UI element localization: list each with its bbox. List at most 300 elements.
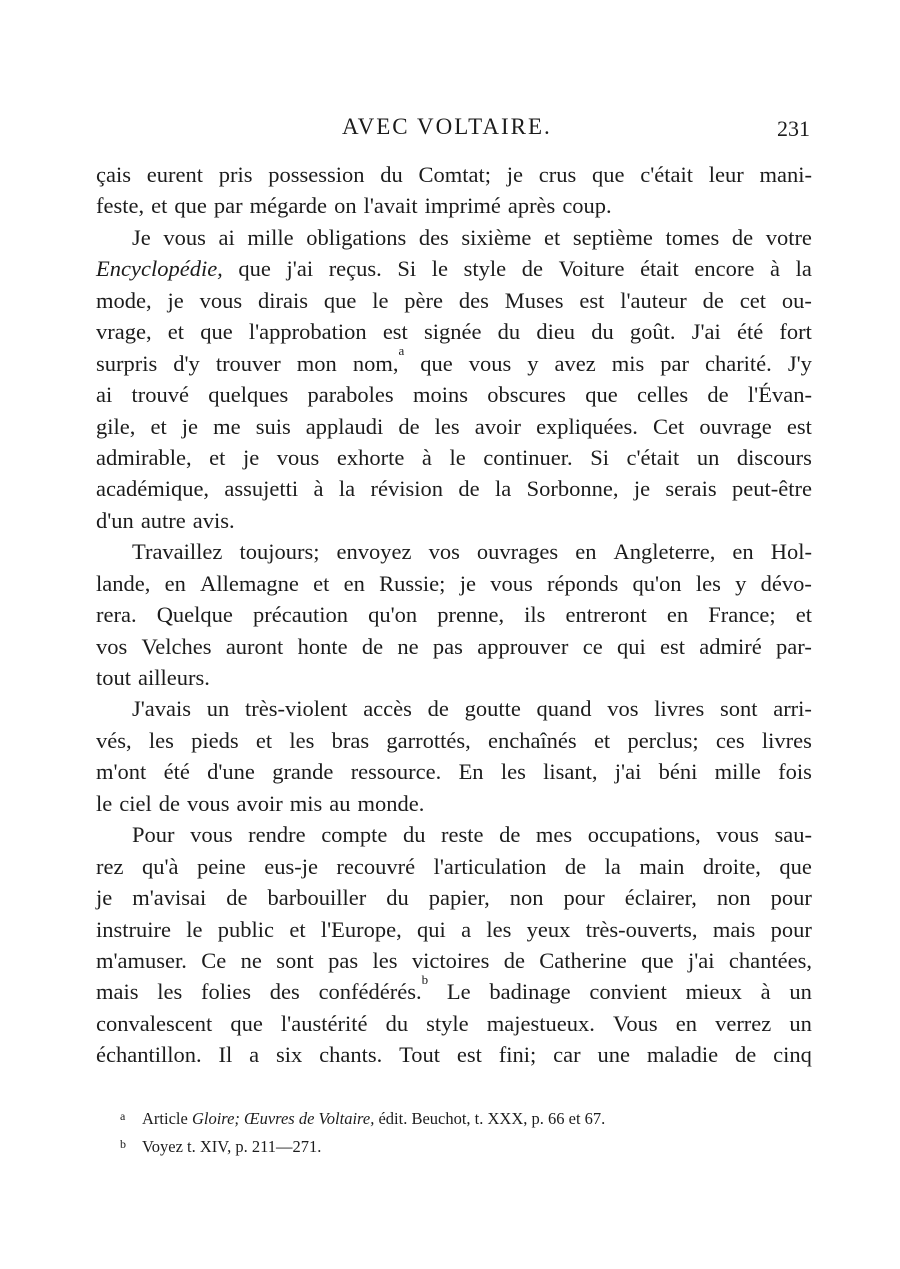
word: et [167,319,185,345]
word: Si [590,444,609,470]
word: les [148,727,174,753]
word: mais [712,916,756,942]
word: recouvré [336,853,416,879]
word-with-reference [352,343,405,379]
word: du [385,1010,409,1036]
word: signée [423,319,482,345]
word: ai [218,224,235,250]
word: folies [201,979,252,1005]
word: papier, [428,885,490,911]
word: la [338,476,356,502]
word: rendre [248,822,306,848]
word: de [731,224,754,250]
word: rera. [96,602,137,628]
word: les [500,759,526,785]
word: du [380,162,403,187]
word: me [213,413,241,439]
word: leur [708,162,744,187]
word: un [696,444,720,470]
word: qui [417,916,446,942]
word: je [181,413,199,439]
word: Cet [652,413,685,439]
word: ce [582,633,603,659]
running-head [0,114,900,144]
text-line [96,190,812,221]
word: au [329,790,351,816]
word: et [151,193,168,219]
word: très-violent [244,696,348,722]
text-line [96,882,812,913]
word: France; [708,602,776,628]
word: vrage, [96,319,152,345]
word: du [402,822,426,848]
word: dirais [257,287,308,313]
word: chants. [319,1042,383,1068]
word: non [509,885,544,911]
word: une [597,1042,630,1068]
word: feste, [96,193,145,219]
word: occupations, [587,822,701,848]
word: révision [370,476,443,502]
word: bras [331,727,370,753]
footnote-italic: Œuvres de Voltaire, [244,1109,375,1128]
word: de [707,382,729,408]
word: entreront [565,602,647,628]
word: Angleterre, [613,539,716,565]
word: vous [276,444,320,470]
paragraph-1 [96,159,812,222]
word: en [575,539,597,565]
word: convalescent [96,1010,213,1036]
word: ou- [781,287,812,313]
text-line [96,379,812,410]
word: peine [196,853,246,879]
word: mieux [685,979,742,1005]
word: je [96,885,113,911]
footnote-ref-b: b [421,971,429,987]
word: accès [363,696,412,722]
word: sont [276,947,314,973]
word: un [789,1010,812,1036]
word: vous [186,790,230,816]
word: mes [535,822,573,848]
word: compte [321,822,388,848]
word: Tout [399,1042,441,1068]
word: ils [524,602,546,628]
word: Allemagne [200,570,299,596]
word: le [96,790,113,816]
word: instruire [96,916,171,942]
word-with-reference [318,971,429,1007]
text-line [96,473,812,504]
text-line [96,316,812,347]
word: arri- [773,696,812,722]
word: de [361,633,384,659]
word: académique, [96,476,210,502]
italic-title: Encyclopédie, [96,256,223,282]
paragraph-5 [96,819,812,1071]
word: victoires [411,947,490,973]
word: vous [490,570,533,596]
word: admiré [699,633,762,659]
word: crus [538,162,577,187]
word: précaution [253,602,348,628]
word: votre [765,224,812,250]
word: les [157,979,183,1005]
word: paraboles [307,382,394,408]
word: vous [163,224,206,250]
word: l'avait [363,193,418,219]
footnote-a [120,1105,760,1133]
word: approuver [477,633,569,659]
word: garrottés, [386,727,471,753]
text-line [96,599,812,630]
word: main [639,853,685,879]
paragraph-2 [96,222,812,536]
word: Velches [141,633,212,659]
word: celles [636,382,689,408]
word: rez [96,853,124,879]
word: pour [770,885,812,911]
word: quand [536,696,592,722]
word: Le [446,979,471,1005]
word: on [334,193,357,219]
word: est [382,319,408,345]
word: la [604,853,621,879]
word: et [795,602,812,628]
word: est [660,633,686,659]
text-line [96,1008,812,1039]
word: Hol- [770,539,812,565]
word: auront [225,633,284,659]
word: je [167,287,184,313]
word: pour [563,885,605,911]
word: J'ai [691,319,721,345]
word: était [640,256,679,282]
word: je [242,444,260,470]
word: mon [296,350,337,376]
word: que [238,256,271,282]
word: que [200,319,233,345]
word: pour [770,916,812,942]
word: d'y [173,350,200,376]
word: Muses [504,287,564,313]
word: dévo- [760,570,812,596]
word: moins [412,382,468,408]
word: que [641,947,674,973]
word: avoir [236,790,283,816]
word: fort [779,319,812,345]
word: vés, [96,727,132,753]
word: pieds [191,727,239,753]
word: suis [255,413,291,439]
word: des [418,224,449,250]
word: a [249,1042,260,1068]
text-line [96,756,812,787]
word: que [174,193,207,219]
word: sau- [774,822,812,848]
word: vos [428,539,460,565]
word: que [591,162,625,187]
word: monde. [357,790,425,816]
word: style [426,1010,469,1036]
word: chantées, [728,947,812,973]
word: père [404,287,444,313]
word: mode, [96,287,152,313]
page-number: 231 [777,116,810,141]
word: le [186,916,203,942]
word: c'était [626,444,680,470]
word: l'articulation [433,853,547,879]
word: barbouiller [267,885,367,911]
word: Comtat; [418,162,491,187]
word: réponds [546,570,619,596]
word: pas [328,947,359,973]
word: admirable, [96,444,192,470]
word: surpris [96,350,158,376]
word: des [458,287,489,313]
word: sixième [461,224,532,250]
word: Je [132,224,151,250]
word: l'austérité [280,1010,368,1036]
word: un [789,979,812,1005]
word: qu'on [368,602,418,628]
word: badinage [489,979,571,1005]
word: Vous [613,1010,658,1036]
footnote-ref-a: a [398,343,405,359]
word: le [449,444,466,470]
word: honte [297,633,348,659]
word: que [779,853,812,879]
word: les [372,947,398,973]
word: a [461,916,472,942]
word: gile, [96,413,136,439]
word: et [593,727,611,753]
word: à [313,476,324,502]
text-line [96,411,812,442]
word: Russie; [379,570,446,596]
text-line [96,914,812,945]
word: en [666,602,689,628]
word: du [386,885,409,911]
word: mille [247,224,294,250]
word: applaudi [305,413,384,439]
word: les [434,413,460,439]
word: Travaillez [132,539,223,565]
word: toujours; [239,539,320,565]
word: grande [272,759,334,785]
text-line [96,536,812,567]
word: après [507,193,556,219]
word: envoyez [336,539,412,565]
word: encore [694,256,755,282]
word: possession [268,162,365,187]
word: mis [611,350,645,376]
word: de [734,1042,757,1068]
word: perclus; [627,727,699,753]
word: cet [739,287,766,313]
word: avoir [474,413,521,439]
text-line [96,253,812,284]
word: avez [554,350,596,376]
word: du [497,319,521,345]
word: ne [397,633,419,659]
text-line [96,851,812,882]
word: quelques [208,382,289,408]
footnote-mark: b [120,1137,126,1151]
word: l'Évan- [747,382,812,408]
word: En [458,759,484,785]
word: J'y [787,350,812,376]
word: en [343,570,365,596]
word: des [269,979,300,1005]
word: la [795,256,812,282]
word: eus-je [264,853,318,879]
word: un [206,696,230,722]
word: et [255,727,273,753]
word: de [499,822,521,848]
word: trouver [215,350,281,376]
word: livres [761,727,812,753]
word: en [164,570,186,596]
word: échantillon. [96,1042,202,1068]
word: six [275,1042,303,1068]
word: vous [468,350,512,376]
word: mais [96,979,139,1005]
word: vos [607,696,639,722]
word: d'une [207,759,255,785]
word: que [420,350,453,376]
word: et [313,570,330,596]
word: Ce [201,947,227,973]
word: fini; [498,1042,537,1068]
word: assujetti [224,476,299,502]
word: qui [616,633,646,659]
text-line [96,971,812,1007]
word: les [486,916,512,942]
word: de [226,885,248,911]
word: cinq [773,1042,812,1068]
word: maladie [646,1042,719,1068]
footnote-word: édit. Beuchot, t. XXX, p. 66 et 67. [378,1109,606,1128]
word: par- [776,633,812,659]
word: majestueux. [486,1010,595,1036]
word: serais [665,476,717,502]
word: vous [190,822,233,848]
word: que [585,382,618,408]
word: vous [199,287,243,313]
word: m'amuser. [96,947,187,973]
word: çais [96,162,131,187]
word: qu'on [632,570,682,596]
text-line [96,693,812,724]
word: éclairer, [624,885,697,911]
word: béni [658,759,698,785]
word: m'ont [96,759,147,785]
word: car [553,1042,581,1068]
word: Pour [132,822,175,848]
word: Voiture [558,256,625,282]
word: goût. [629,319,676,345]
text-line [96,788,812,819]
word: autre [140,507,186,533]
word: de [564,853,587,879]
word: goutte [464,696,521,722]
word: nom, [352,350,399,376]
word: verrez [715,1010,772,1036]
text-line [96,159,812,190]
word: à [769,256,780,282]
text-line [96,819,812,850]
word: charité. [704,350,772,376]
word: style [463,256,507,282]
word: y [735,570,747,596]
word: à [760,979,771,1005]
word: reçus. [328,256,382,282]
word: et [150,413,167,439]
word: livres [654,696,705,722]
word: je [633,476,651,502]
word: l'approbation [248,319,367,345]
word: discours [736,444,812,470]
word: j'ai [687,947,715,973]
footnote-mark: a [120,1109,126,1123]
word: que [230,1010,263,1036]
word: de [427,696,449,722]
word: je [459,570,476,596]
word: yeux [526,916,571,942]
word: est [786,413,812,439]
text-line [96,285,812,316]
word: non [716,885,751,911]
footnote-text [142,1105,605,1133]
text-line [96,945,812,976]
footnote-text: Voyez t. XIV, p. 211—271. [142,1137,322,1156]
word: Il [218,1042,233,1068]
word: et [209,444,226,470]
footnotes [120,1105,760,1161]
word: de [458,476,480,502]
word: à [421,444,432,470]
word: coup. [562,193,612,219]
word: de [702,287,724,313]
word: reste [441,822,484,848]
word: enchaînés [487,727,577,753]
body-text [96,159,812,1071]
word: ces [715,727,745,753]
word: pris [218,162,253,187]
running-title: AVEC VOLTAIRE. [342,114,552,139]
word: sont [719,696,758,722]
text-line [96,725,812,756]
word: exhorte [336,444,405,470]
word: est [456,1042,482,1068]
word: de [158,790,180,816]
word: j'ai [286,256,314,282]
word: est [579,287,605,313]
word: tomes [665,224,720,250]
word: dieu [536,319,576,345]
word: mis [289,790,323,816]
word: fois [778,759,812,785]
footnote-italic: Gloire; [191,1109,240,1128]
word: ne [240,947,262,973]
word: tout [96,665,132,690]
word: et [289,916,306,942]
word: Catherine [539,947,627,973]
word: ouvrages [476,539,559,565]
word: c'était [640,162,693,187]
